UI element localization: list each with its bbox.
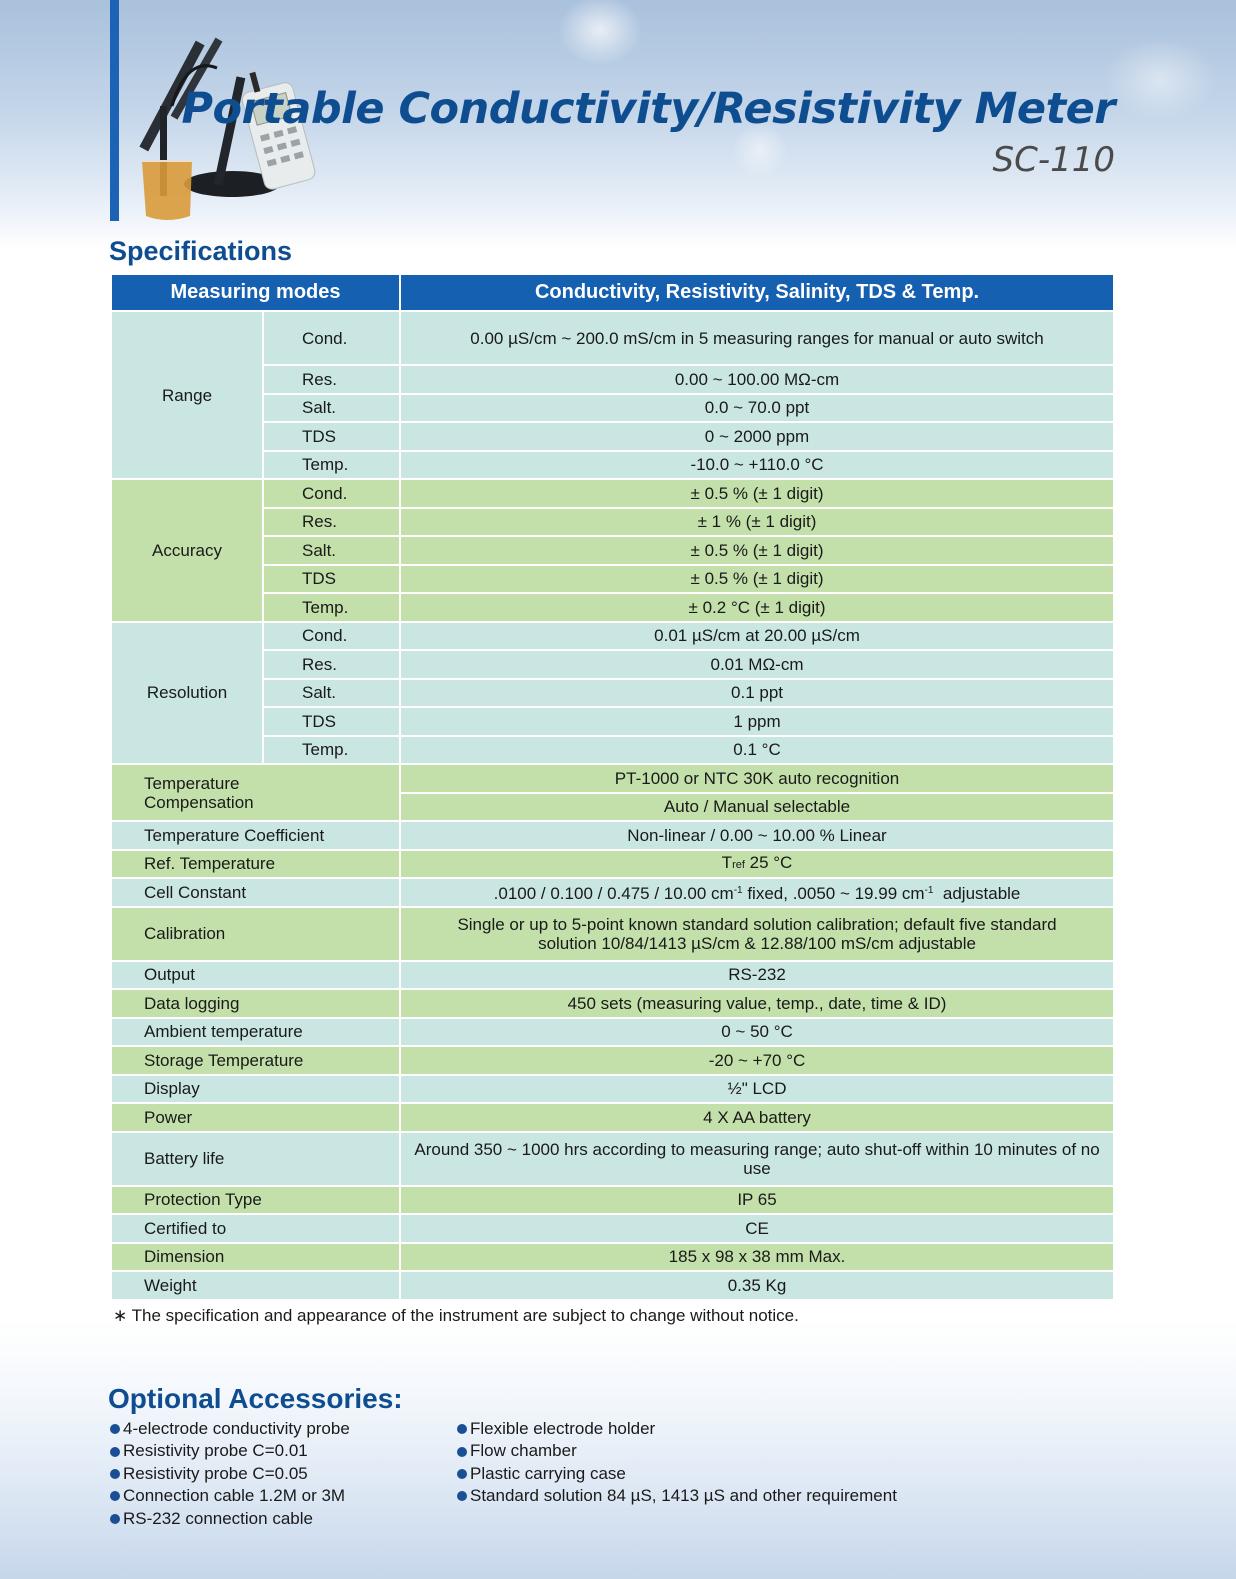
- mode-value: ± 0.5 % (± 1 digit): [400, 479, 1114, 508]
- spec-value: [400, 878, 1114, 907]
- spec-value: Non-linear / 0.00 ~ 10.00 % Linear: [400, 821, 1114, 850]
- mode-label: Salt.: [263, 394, 400, 423]
- ref-temp-subscript: ref: [732, 858, 745, 871]
- spec-label-temp-compensation: Temperature Compensation: [111, 764, 400, 821]
- spec-value: 4 X AA battery: [400, 1103, 1114, 1132]
- specifications-table: [110, 273, 1115, 1301]
- accessory-label: 4-electrode conductivity probe: [123, 1419, 350, 1438]
- table-row: [111, 311, 1114, 365]
- mode-label: Temp.: [263, 593, 400, 622]
- spec-label: Data logging: [111, 989, 400, 1018]
- mode-value: 0.00 ~ 100.00 MΩ-cm: [400, 365, 1114, 394]
- superscript: -1: [924, 885, 934, 897]
- mode-value: 0.1 ppt: [400, 679, 1114, 708]
- bullet-icon: [457, 1424, 467, 1434]
- table-row: [111, 1018, 1114, 1047]
- accent-bar: [110, 0, 119, 221]
- ref-temp-symbol: T: [721, 852, 733, 872]
- table-row: [111, 622, 1114, 651]
- spec-value: 185 x 98 x 38 mm Max.: [400, 1243, 1114, 1272]
- table-row: [111, 479, 1114, 508]
- group-label-range: Range: [111, 311, 263, 479]
- accessory-label: Resistivity probe C=0.05: [123, 1463, 308, 1483]
- table-row: [111, 764, 1114, 793]
- mode-label: Temp.: [263, 451, 400, 480]
- spec-value: Single or up to 5-point known standard solution calibration; default five standard solution 10/84/1413 µS/cm & 12.88/100 mS/cm adjustable: [400, 907, 1114, 961]
- bullet-icon: [457, 1447, 467, 1457]
- list-item: [110, 1418, 350, 1440]
- list-item: [457, 1463, 897, 1485]
- accessory-label: Resistivity probe C=0.01: [123, 1441, 308, 1461]
- spec-label: Dimension: [111, 1243, 400, 1272]
- cell-constant-adjustable: adjustable: [933, 884, 1021, 904]
- mode-label: Cond.: [263, 479, 400, 508]
- mode-value: 0.01 MΩ-cm: [400, 650, 1114, 679]
- superscript: -1: [733, 885, 743, 897]
- table-row: [111, 1243, 1114, 1272]
- list-item: [457, 1418, 897, 1440]
- bullet-icon: [110, 1469, 120, 1479]
- header-measuring-modes: Measuring modes: [111, 274, 400, 311]
- list-item: [110, 1440, 350, 1462]
- spec-value: IP 65: [400, 1186, 1114, 1215]
- mode-label: TDS: [263, 565, 400, 594]
- page-title: Portable Conductivity/Resistivity Meter: [181, 84, 1115, 134]
- bullet-icon: [110, 1424, 120, 1434]
- table-row: [111, 850, 1114, 879]
- table-row: [111, 821, 1114, 850]
- spec-label: Ambient temperature: [111, 1018, 400, 1047]
- mode-label: Salt.: [263, 679, 400, 708]
- table-row: [111, 989, 1114, 1018]
- spec-value: CE: [400, 1214, 1114, 1243]
- table-row: [111, 1103, 1114, 1132]
- accessories-list-right: [457, 1418, 897, 1508]
- mode-value: 0.00 µS/cm ~ 200.0 mS/cm in 5 measuring ranges for manual or auto switch: [400, 311, 1114, 365]
- spec-value: 0 ~ 50 °C: [400, 1018, 1114, 1047]
- table-row: [111, 878, 1114, 907]
- mode-value: ± 0.5 % (± 1 digit): [400, 536, 1114, 565]
- accessory-label: Standard solution 84 µS, 1413 µS and other requirement: [470, 1486, 897, 1506]
- spec-value: Around 350 ~ 1000 hrs according to measuring range; auto shut-off within 10 minutes of no use: [400, 1132, 1114, 1186]
- header-modes-list: Conductivity, Resistivity, Salinity, TDS & Temp.: [400, 274, 1114, 311]
- spec-value: PT-1000 or NTC 30K auto recognition: [400, 764, 1114, 793]
- mode-value: -10.0 ~ +110.0 °C: [400, 451, 1114, 480]
- spec-value: Auto / Manual selectable: [400, 793, 1114, 822]
- spec-label: Temperature Coefficient: [111, 821, 400, 850]
- mode-value: 0.1 °C: [400, 736, 1114, 765]
- table-row: [111, 1046, 1114, 1075]
- accessory-label: Connection cable 1.2M or 3M: [123, 1486, 346, 1506]
- accessory-label: RS-232 connection cable: [123, 1508, 313, 1528]
- spec-value: RS-232: [400, 961, 1114, 990]
- bullet-icon: [457, 1469, 467, 1479]
- table-row: [111, 907, 1114, 961]
- spec-value: 0.35 Kg: [400, 1271, 1114, 1300]
- spec-label: Cell Constant: [111, 878, 400, 907]
- mode-label: Res.: [263, 508, 400, 537]
- mode-label: Res.: [263, 650, 400, 679]
- spec-label: Power: [111, 1103, 400, 1132]
- list-item: [110, 1485, 350, 1507]
- spec-label: Weight: [111, 1271, 400, 1300]
- table-row: [111, 1271, 1114, 1300]
- table-row: [111, 1132, 1114, 1186]
- cell-constant-range: fixed, .0050 ~ 19.99 cm: [742, 884, 925, 904]
- mode-label: Temp.: [263, 736, 400, 765]
- group-label-resolution: Resolution: [111, 622, 263, 765]
- bullet-icon: [110, 1514, 120, 1524]
- spec-label: Battery life: [111, 1132, 400, 1186]
- bullet-icon: [457, 1491, 467, 1501]
- list-item: [457, 1440, 897, 1462]
- mode-label: Cond.: [263, 311, 400, 365]
- table-row: [111, 961, 1114, 990]
- spec-label: Storage Temperature: [111, 1046, 400, 1075]
- group-label-accuracy: Accuracy: [111, 479, 263, 622]
- spec-label: Ref. Temperature: [111, 850, 400, 879]
- table-header-row: [111, 274, 1114, 311]
- accessories-list-left: [110, 1418, 350, 1530]
- model-number: SC-110: [992, 140, 1115, 180]
- mode-value: ± 0.2 °C (± 1 digit): [400, 593, 1114, 622]
- mode-value: 0.01 µS/cm at 20.00 µS/cm: [400, 622, 1114, 651]
- accessory-label: Flow chamber: [470, 1441, 577, 1461]
- mode-label: Res.: [263, 365, 400, 394]
- mode-label: TDS: [263, 707, 400, 736]
- accessory-label: Plastic carrying case: [470, 1463, 626, 1483]
- mode-value: 1 ppm: [400, 707, 1114, 736]
- spec-value: 450 sets (measuring value, temp., date, time & ID): [400, 989, 1114, 1018]
- spec-value: [400, 850, 1114, 879]
- mode-label: Cond.: [263, 622, 400, 651]
- spec-label: Protection Type: [111, 1186, 400, 1215]
- cell-constant-fixed: .0100 / 0.100 / 0.475 / 10.00 cm: [493, 884, 734, 904]
- footnote: ∗ The specification and appearance of the instrument are subject to change without notice.: [113, 1306, 799, 1325]
- bullet-icon: [110, 1491, 120, 1501]
- mode-label: Salt.: [263, 536, 400, 565]
- list-item: [110, 1463, 350, 1485]
- spec-label: Calibration: [111, 907, 400, 961]
- ref-temp-value: 25 °C: [744, 852, 793, 872]
- mode-value: 0 ~ 2000 ppm: [400, 422, 1114, 451]
- specifications-heading: Specifications: [109, 236, 293, 266]
- mode-label: TDS: [263, 422, 400, 451]
- mode-value: ± 0.5 % (± 1 digit): [400, 565, 1114, 594]
- list-item: [457, 1485, 897, 1507]
- accessory-label: Flexible electrode holder: [470, 1419, 656, 1438]
- table-row: [111, 1186, 1114, 1215]
- mode-value: 0.0 ~ 70.0 ppt: [400, 394, 1114, 423]
- spec-value: ½" LCD: [400, 1075, 1114, 1104]
- table-row: [111, 1214, 1114, 1243]
- spec-label: Output: [111, 961, 400, 990]
- mode-value: ± 1 % (± 1 digit): [400, 508, 1114, 537]
- list-item: [110, 1508, 350, 1530]
- spec-label: Display: [111, 1075, 400, 1104]
- table-row: [111, 1075, 1114, 1104]
- bullet-icon: [110, 1447, 120, 1457]
- accessories-heading: Optional Accessories:: [108, 1383, 403, 1414]
- spec-value: -20 ~ +70 °C: [400, 1046, 1114, 1075]
- spec-label: Certified to: [111, 1214, 400, 1243]
